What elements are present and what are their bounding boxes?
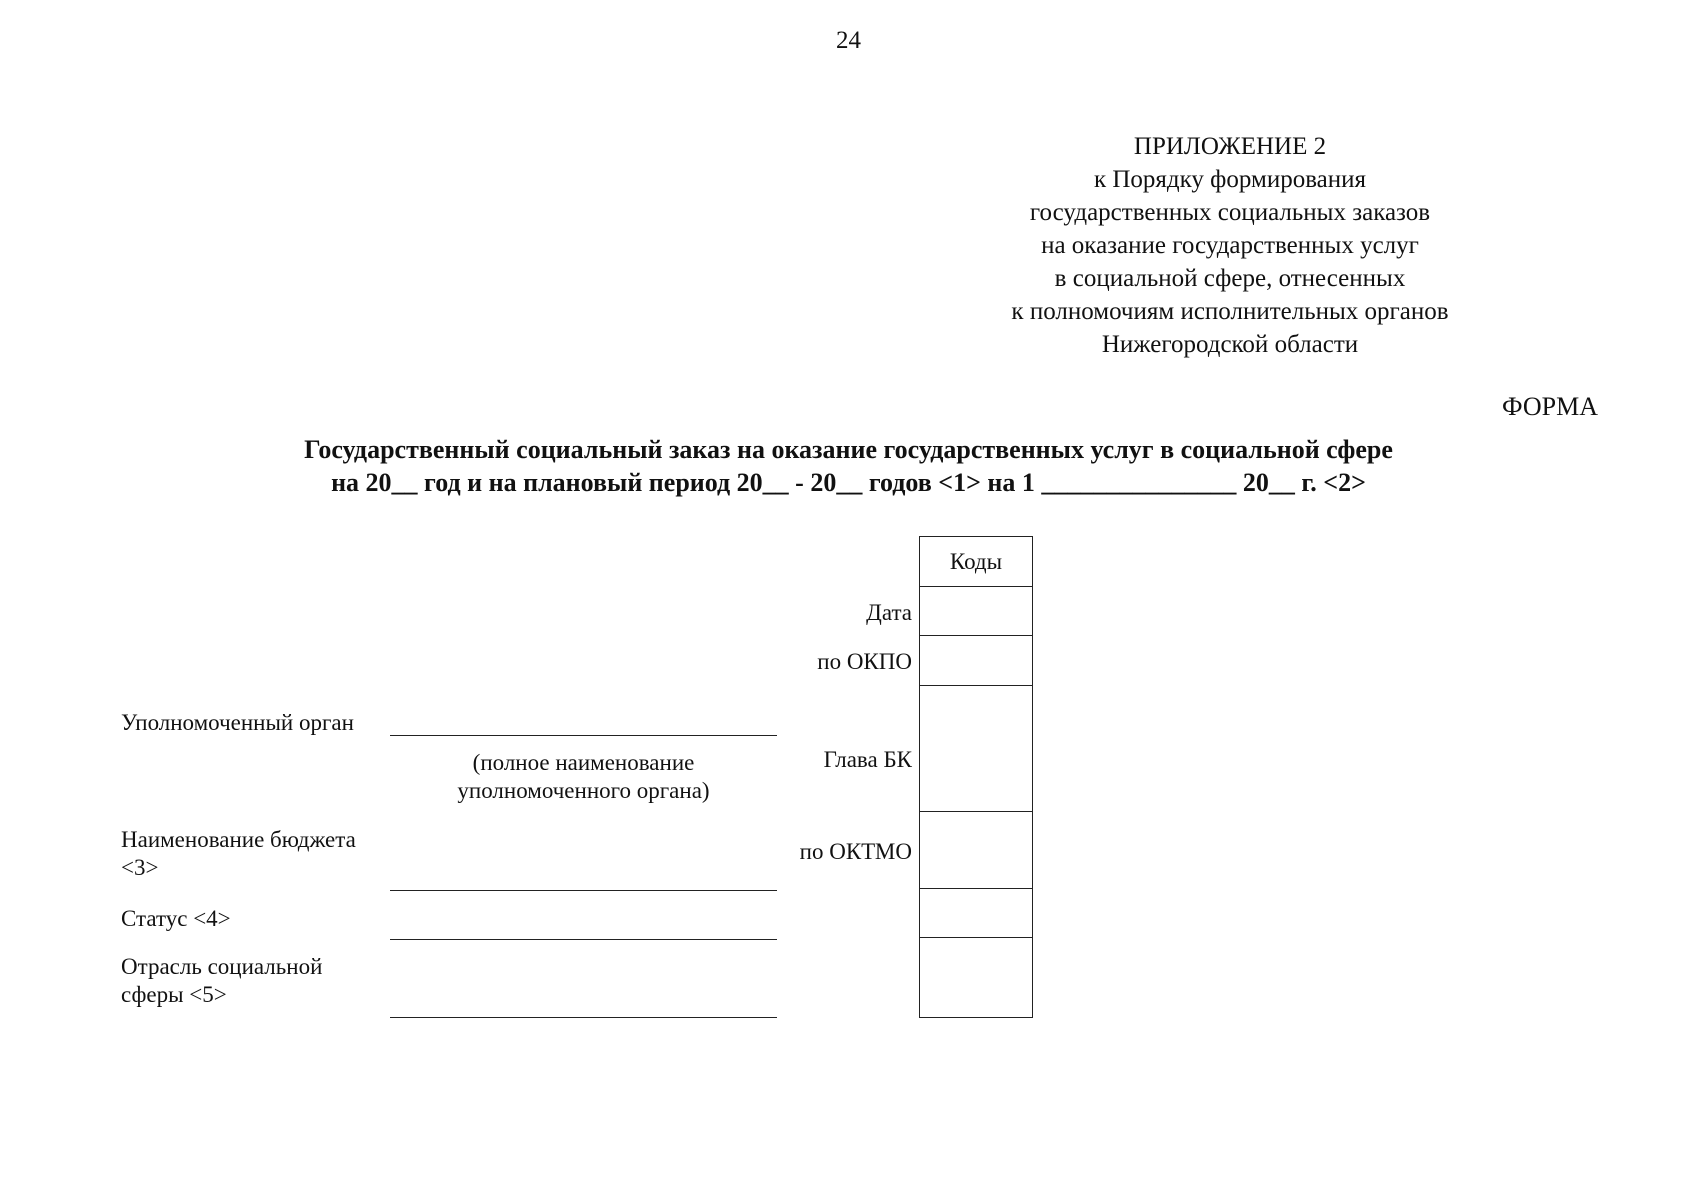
- sector-label-line-1: Отрасль социальной: [121, 954, 323, 979]
- sector-field-line[interactable]: [390, 1017, 777, 1018]
- authority-hint-line-2: уполномоченного органа): [457, 778, 710, 803]
- codes-status-cell[interactable]: [920, 888, 1032, 938]
- title-line-2: на 20__ год и на плановый период 20__ - 20__ годов <1> на 1 _______________ 20__ г. <2>: [331, 468, 1366, 497]
- codes-glava-bk-label: Глава БК: [823, 747, 912, 772]
- codes-okpo-label: по ОКПО: [817, 649, 912, 674]
- appendix-line: ПРИЛОЖЕНИЕ 2: [1133, 133, 1327, 160]
- sector-label-line-2: сферы <5>: [121, 982, 227, 1007]
- appendix-header: [950, 130, 1510, 361]
- appendix-line: к полномочиям исполнительных органов: [1011, 298, 1449, 325]
- codes-date-cell[interactable]: [920, 586, 1032, 636]
- codes-glava-bk-cell[interactable]: [920, 685, 1032, 812]
- codes-date-label: Дата: [866, 600, 912, 625]
- codes-oktmo-cell[interactable]: [920, 811, 1032, 889]
- appendix-line: на оказание государственных услуг: [1041, 232, 1419, 259]
- authority-field-line[interactable]: [390, 735, 777, 736]
- codes-header: Коды: [949, 549, 1003, 574]
- title-line-1: Государственный социальный заказ на оказание государственных услуг в социальной сфере: [304, 435, 1393, 464]
- authority-hint: [390, 749, 777, 805]
- appendix-line: государственных социальных заказов: [1029, 199, 1431, 226]
- status-field-line[interactable]: [390, 939, 777, 940]
- budget-label-line-2: <3>: [121, 855, 159, 880]
- page-number: 24: [836, 27, 861, 54]
- budget-field-line[interactable]: [390, 890, 777, 891]
- codes-oktmo-label: по ОКТМО: [799, 839, 912, 864]
- document-title: [0, 433, 1697, 499]
- codes-okpo-cell[interactable]: [920, 635, 1032, 686]
- budget-label-line-1: Наименование бюджета: [121, 827, 356, 852]
- form-label: ФОРМА: [1502, 392, 1598, 421]
- codes-header-cell: [920, 537, 1032, 587]
- appendix-line: в социальной сфере, отнесенных: [1054, 265, 1406, 292]
- authority-hint-line-1: (полное наименование: [472, 750, 695, 775]
- appendix-line: Нижегородской области: [1101, 331, 1359, 358]
- status-label: Статус <4>: [121, 906, 231, 931]
- authority-label: Уполномоченный орган: [121, 710, 354, 735]
- appendix-line: к Порядку формирования: [1093, 166, 1367, 193]
- codes-table: [919, 536, 1033, 1018]
